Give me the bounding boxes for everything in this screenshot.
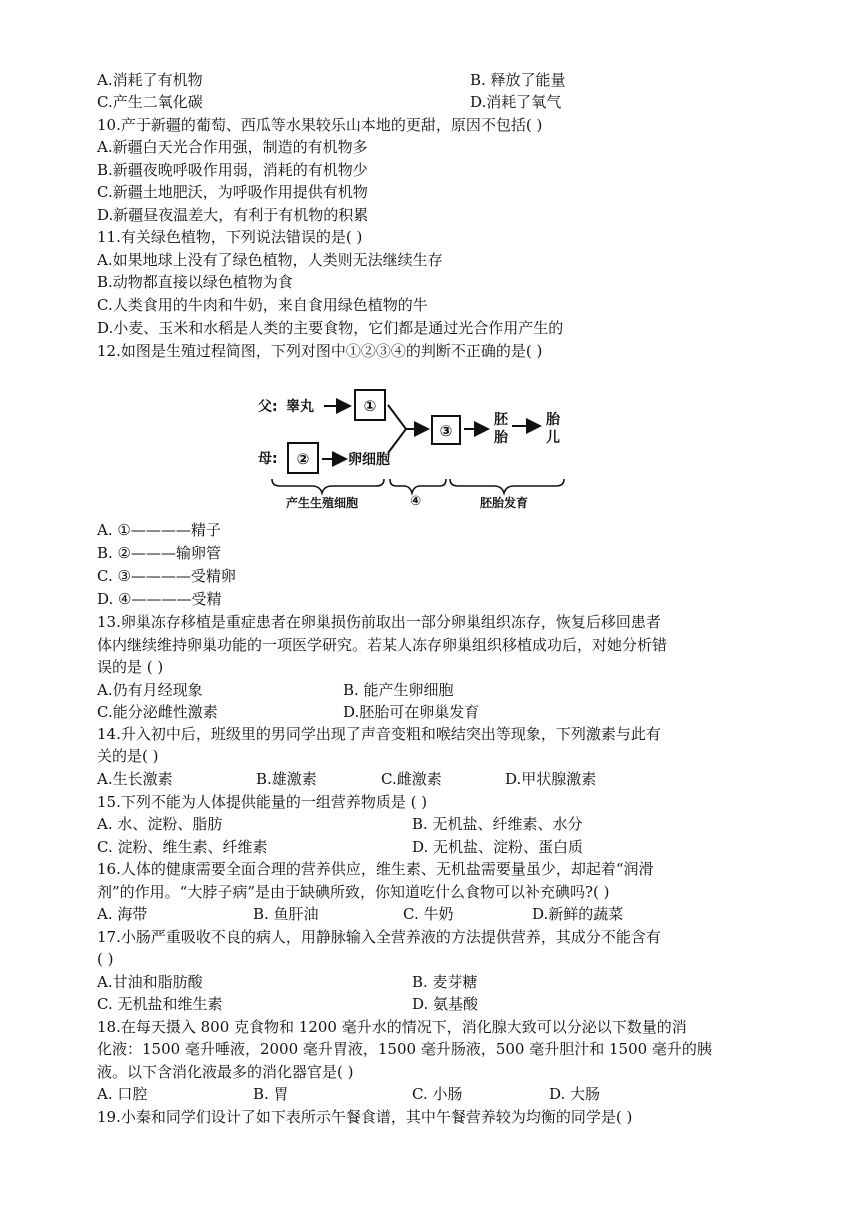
q14-option-d: D.甲状腺激素 xyxy=(505,770,597,788)
q13-option-c: C.能分泌雌性激素 xyxy=(97,703,218,721)
q12-option-b: B. ②———输卵管 xyxy=(97,544,222,562)
q18-stem-line-3: 液。以下含消化液最多的消化器官是( ) xyxy=(97,1063,354,1081)
diagram-embryo-label-2: 胎 xyxy=(494,430,508,446)
q14-option-c: C.雌激素 xyxy=(381,770,442,788)
q17-option-c: C. 无机盐和维生素 xyxy=(97,995,223,1013)
q14-stem-line-2: 关的是( ) xyxy=(97,747,159,765)
q11-option-a: A.如果地球上没有了绿色植物，人类则无法继续生存 xyxy=(97,251,443,269)
q17-option-d: D. 氨基酸 xyxy=(412,995,479,1013)
q19-stem: 19.小秦和同学们设计了如下表所示午餐食谱，其中午餐营养较为均衡的同学是( ) xyxy=(97,1108,633,1126)
reproduction-diagram xyxy=(250,383,580,518)
q10-stem: 10.产于新疆的葡萄、西瓜等水果较乐山本地的更甜，原因不包括( ) xyxy=(97,116,543,134)
q15-option-b: B. 无机盐、纤维素、水分 xyxy=(412,815,583,833)
q11-option-d: D.小麦、玉米和水稻是人类的主要食物，它们都是通过光合作用产生的 xyxy=(97,319,564,337)
q16-stem-line-1: 16.人体的健康需要全面合理的营养供应，维生素、无机盐需要量虽少，却起着“润滑 xyxy=(97,860,654,878)
q9-option-d: D.消耗了氧气 xyxy=(470,93,562,111)
q16-option-d: D.新鲜的蔬菜 xyxy=(532,905,624,923)
diagram-fetus-label-2: 儿 xyxy=(546,430,560,446)
q13-stem-line-2: 体内继续维持卵巢功能的一项医学研究。若某人冻存卵巢组织移植成功后，对她分析错 xyxy=(97,636,668,654)
q18-stem-line-2: 化液：1500 毫升唾液，2000 毫升胃液，1500 毫升肠液，500 毫升胆汁和 1500 毫升的胰 xyxy=(97,1040,712,1058)
q18-option-d: D. 大肠 xyxy=(549,1085,601,1103)
diagram-embryo-label-1: 胚 xyxy=(494,412,508,428)
q9-option-b: B. 释放了能量 xyxy=(470,71,566,89)
diagram-fusion-lines xyxy=(388,405,406,453)
diagram-brace-3 xyxy=(450,479,564,493)
diagram-box-3-label: ③ xyxy=(439,422,453,440)
q9-option-a: A.消耗了有机物 xyxy=(97,71,203,89)
diagram-brace-2 xyxy=(390,479,446,493)
diagram-fetus-label-1: 胎 xyxy=(546,412,560,428)
diagram-brace-1-label: 产生生殖细胞 xyxy=(286,496,359,510)
q16-stem-line-2: 剂”的作用。“大脖子病”是由于缺碘所致，你知道吃什么食物可以补充碘吗?( ) xyxy=(97,883,610,901)
q12-option-d: D. ④————受精 xyxy=(97,590,222,608)
q16-option-b: B. 鱼肝油 xyxy=(253,905,319,923)
q11-option-c: C.人类食用的牛肉和牛奶，来自食用绿色植物的牛 xyxy=(97,296,428,314)
q13-option-d: D.胚胎可在卵巢发育 xyxy=(343,703,480,721)
q18-option-b: B. 胃 xyxy=(253,1085,289,1103)
q18-stem-line-1: 18.在每天摄入 800 克食物和 1200 毫升水的情况下，消化腺大致可以分泌以下数量的消 xyxy=(97,1018,687,1036)
q13-option-a: A.仍有月经现象 xyxy=(97,681,203,699)
q11-option-b: B.动物都直接以绿色植物为食 xyxy=(97,273,293,291)
q10-option-a: A.新疆白天光合作用强，制造的有机物多 xyxy=(97,138,368,156)
q13-stem-line-1: 13.卵巢冻存移植是重症患者在卵巢损伤前取出一部分卵巢组织冻存，恢复后移回患者 xyxy=(97,613,661,631)
diagram-egg-label: 卵细胞 xyxy=(348,452,390,468)
q15-stem: 15.下列不能为人体提供能量的一组营养物质是 ( ) xyxy=(97,793,428,811)
q17-option-a: A.甘油和脂肪酸 xyxy=(97,973,203,991)
q14-option-a: A.生长激素 xyxy=(97,770,173,788)
q14-stem-line-1: 14.升入初中后，班级里的男同学出现了声音变粗和喉结突出等现象，下列激素与此有 xyxy=(97,725,661,743)
q15-option-c: C. 淀粉、维生素、纤维素 xyxy=(97,838,268,856)
q15-option-d: D. 无机盐、淀粉、蛋白质 xyxy=(412,838,584,856)
diagram-box-1-label: ① xyxy=(363,397,377,415)
q18-option-c: C. 小肠 xyxy=(412,1085,463,1103)
diagram-father-label: 父: xyxy=(258,399,278,415)
q17-stem-line-2: ( ) xyxy=(97,950,114,968)
diagram-brace-1 xyxy=(272,479,384,493)
q17-option-b: B. 麦芽糖 xyxy=(412,973,478,991)
q18-option-a: A. 口腔 xyxy=(97,1085,148,1103)
q10-option-c: C.新疆土地肥沃，为呼吸作用提供有机物 xyxy=(97,183,368,201)
diagram-box-2-label: ② xyxy=(296,450,310,468)
q12-option-a: A. ①————精子 xyxy=(97,521,221,539)
q10-option-b: B.新疆夜晚呼吸作用弱，消耗的有机物少 xyxy=(97,161,368,179)
q14-option-b: B.雄激素 xyxy=(256,770,317,788)
q10-option-d: D.新疆昼夜温差大，有利于有机物的积累 xyxy=(97,206,369,224)
diagram-mother-label: 母: xyxy=(258,451,278,467)
diagram-brace-3-label: 胚胎发育 xyxy=(480,496,529,510)
q16-option-a: A. 海带 xyxy=(97,905,148,923)
diagram-testis-label: 睾丸 xyxy=(286,399,314,415)
q13-option-b: B. 能产生卵细胞 xyxy=(343,681,454,699)
q11-stem: 11.有关绿色植物，下列说法错误的是( ) xyxy=(97,228,363,246)
q12-option-c: C. ③————受精卵 xyxy=(97,567,236,585)
q12-stem: 12.如图是生殖过程简图，下列对图中①②③④的判断不正确的是( ) xyxy=(97,342,543,360)
q9-option-c: C.产生二氧化碳 xyxy=(97,93,203,111)
q13-stem-line-3: 误的是 ( ) xyxy=(97,658,164,676)
q15-option-a: A. 水、淀粉、脂肪 xyxy=(97,815,223,833)
q17-stem-line-1: 17.小肠严重吸收不良的病人，用静脉输入全营养液的方法提供营养，其成分不能含有 xyxy=(97,928,661,946)
diagram-marker-4: ④ xyxy=(410,494,422,509)
q16-option-c: C. 牛奶 xyxy=(403,905,454,923)
